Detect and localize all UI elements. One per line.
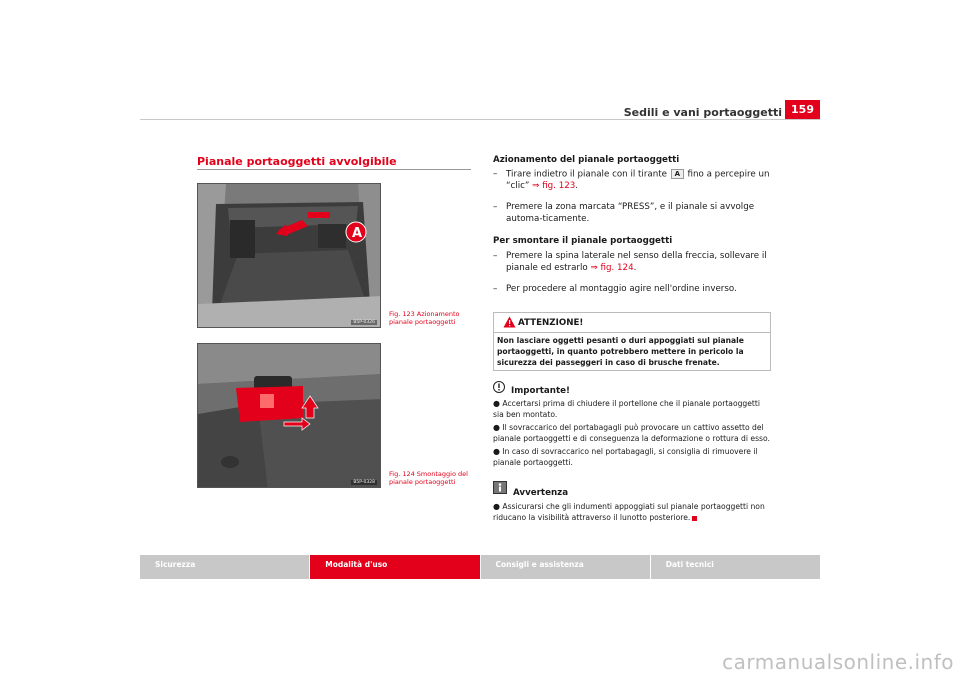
figure-123-trunk-cover — [197, 183, 381, 328]
dash: – — [493, 284, 498, 294]
important-item-3: ● In caso di sovraccarico nel portabagagli, si consiglia di rimuovere il pianale portaoggetti. — [493, 447, 758, 468]
step-1: – Tirare indietro il pianale con il tirante A fino a percepire un “clic” ⇒ fig. 123. — [493, 169, 770, 192]
section-title: Pianale portaoggetti avvolgibile — [197, 155, 397, 168]
figure-124-caption: Fig. 124 Smontaggio del pianale portaoggetti — [389, 470, 468, 486]
step-2: – Premere la zona marcata “PRESS”, e il pianale si avvolge automa-ticamente. — [493, 202, 755, 224]
label-a-badge: A — [671, 169, 684, 179]
important-item-2: ● Il sovraccarico del portabagagli può provocare un cattivo assetto del pianale portaoggetti e di conseguenza la deformazione o rottura di esso. — [493, 423, 770, 444]
notice-title: Avvertenza — [513, 488, 569, 498]
section-rule — [197, 169, 471, 170]
dash: – — [493, 202, 498, 212]
chapter-title: Sedili e vani portaoggetti — [623, 106, 782, 119]
warning-title: ATTENZIONE! — [518, 318, 584, 328]
dash: – — [493, 251, 498, 261]
tab-sicurezza[interactable]: Sicurezza — [140, 555, 310, 579]
important-title: Importante! — [511, 386, 570, 396]
figure-124-cover-removal — [197, 343, 381, 488]
heading-removal: Per smontare il pianale portaoggetti — [493, 236, 673, 246]
info-note-icon — [493, 481, 507, 494]
header-divider — [140, 119, 820, 120]
figure-code: B5P-0328 — [353, 480, 375, 485]
notice-item-1: ● Assicurarsi che gli indumenti appoggiati sul pianale portaoggetti non riducano la visibilità attraverso il lunotto posteriore. — [493, 502, 765, 523]
end-of-section-marker — [692, 516, 697, 521]
figure-code: B5P-0326 — [353, 320, 375, 325]
warning-text: Non lasciare oggetti pesanti o duri appoggiati sul pianale portaoggetti, in quanto potrebbero mettere in pericolo la sicurezza dei passeggeri in caso di brusche frenate. — [497, 336, 744, 367]
step-4: – Per procedere al montaggio agire nell'ordine inverso. — [493, 284, 737, 294]
fig-124-link[interactable]: ⇒ fig. 124 — [590, 262, 634, 273]
fig-123-link[interactable]: ⇒ fig. 123 — [532, 181, 576, 192]
warning-box — [493, 312, 771, 371]
tab-modalita-uso[interactable]: Modalità d'uso — [310, 555, 480, 579]
tab-consigli-assistenza[interactable]: Consigli e assistenza — [481, 555, 651, 579]
chapter-navigation — [140, 555, 820, 579]
svg-text:A: A — [352, 226, 363, 241]
important-item-1: ● Accertarsi prima di chiudere il portellone che il pianale portaoggetti sia ben montato. — [493, 399, 760, 420]
step-3: – Premere la spina laterale nel senso della freccia, sollevare il pianale ed estrarlo ⇒ fig. 124. — [493, 251, 767, 273]
warning-rule — [494, 332, 770, 333]
exclamation-circle-icon — [493, 381, 505, 393]
heading-operation: Azionamento del pianale portaoggetti — [493, 155, 680, 165]
page-number: 159 — [785, 100, 820, 119]
dash: – — [493, 169, 498, 179]
site-watermark: carmanualsonline.info — [722, 650, 954, 674]
tab-dati-tecnici[interactable]: Dati tecnici — [665, 560, 714, 569]
figure-123-caption: Fig. 123 Azionamento pianale portaoggetti — [389, 310, 460, 326]
